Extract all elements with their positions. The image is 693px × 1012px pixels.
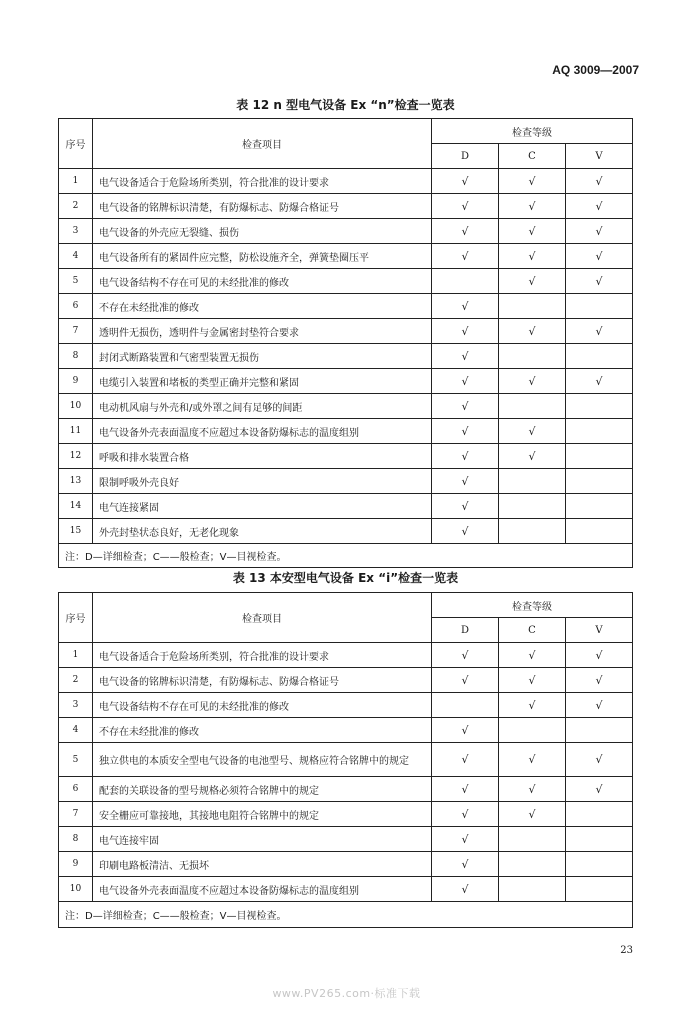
level-c-mark: √: [499, 269, 566, 294]
level-d-mark: √: [432, 743, 499, 777]
table-row: [59, 494, 633, 519]
level-c-mark: √: [499, 319, 566, 344]
row-number: 3: [59, 219, 93, 244]
check-item: 呼吸和排水装置合格: [93, 444, 432, 469]
check-item: 电动机风扇与外壳和/或外罩之间有足够的间距: [93, 394, 432, 419]
table-row: [59, 668, 633, 693]
level-c-mark: [499, 494, 566, 519]
level-v-mark: √: [566, 244, 633, 269]
level-v-mark: [566, 718, 633, 743]
row-number: 3: [59, 693, 93, 718]
level-v-mark: √: [566, 319, 633, 344]
level-d-mark: √: [432, 219, 499, 244]
table-row: [59, 693, 633, 718]
check-item: 安全栅应可靠接地，其接地电阻符合铭牌中的规定: [93, 802, 432, 827]
row-number: 8: [59, 344, 93, 369]
level-d-mark: √: [432, 244, 499, 269]
level-d-mark: √: [432, 369, 499, 394]
table-row: [59, 743, 633, 777]
row-number: 10: [59, 877, 93, 902]
level-d-mark: [432, 693, 499, 718]
check-item: 电气设备的铭牌标识清楚，有防爆标志、防爆合格证号: [93, 194, 432, 219]
level-c-mark: [499, 877, 566, 902]
header-no: 序号: [59, 119, 93, 169]
level-d-mark: √: [432, 444, 499, 469]
check-item: 不存在未经批准的修改: [93, 718, 432, 743]
level-v-mark: [566, 444, 633, 469]
check-item: 电气设备外壳表面温度不应超过本设备防爆标志的温度组别: [93, 419, 432, 444]
check-item: 电气连接紧固: [93, 494, 432, 519]
level-c-mark: √: [499, 802, 566, 827]
level-c-mark: √: [499, 219, 566, 244]
level-v-mark: √: [566, 777, 633, 802]
check-item: 电气设备外壳表面温度不应超过本设备防爆标志的温度组别: [93, 877, 432, 902]
level-d-mark: √: [432, 294, 499, 319]
level-c-mark: √: [499, 169, 566, 194]
row-number: 5: [59, 269, 93, 294]
level-v-mark: √: [566, 369, 633, 394]
row-number: 15: [59, 519, 93, 544]
table-13: [58, 592, 633, 928]
table-row: [59, 194, 633, 219]
level-c-mark: √: [499, 643, 566, 668]
table-row: [59, 419, 633, 444]
table-12-body: [59, 169, 633, 544]
level-v-mark: [566, 344, 633, 369]
table-row: [59, 852, 633, 877]
check-item: 电气设备的铭牌标识清楚，有防爆标志、防爆合格证号: [93, 668, 432, 693]
table-row: [59, 469, 633, 494]
table-row: [59, 718, 633, 743]
table-row: [59, 344, 633, 369]
table-row: [59, 877, 633, 902]
level-c-mark: √: [499, 693, 566, 718]
table-12-caption: 表 12 n 型电气设备 Ex “n”检查一览表: [236, 98, 455, 112]
level-v-mark: [566, 852, 633, 877]
header-item: 检查项目: [93, 119, 432, 169]
level-v-mark: √: [566, 219, 633, 244]
table-13-caption: 表 13 本安型电气设备 Ex “i”检查一览表: [232, 571, 459, 585]
check-item: 电气连接牢固: [93, 827, 432, 852]
level-v-mark: √: [566, 693, 633, 718]
row-number: 7: [59, 319, 93, 344]
table-row: [59, 244, 633, 269]
level-v-mark: √: [566, 743, 633, 777]
check-item: 电气设备的外壳应无裂缝、损伤: [93, 219, 432, 244]
level-d-mark: [432, 269, 499, 294]
row-number: 2: [59, 668, 93, 693]
watermark: www.PV265.com·标准下载: [272, 987, 421, 1000]
row-number: 7: [59, 802, 93, 827]
level-v-mark: √: [566, 169, 633, 194]
level-c-mark: √: [499, 419, 566, 444]
check-item: 封闭式断路装置和气密型装置无损伤: [93, 344, 432, 369]
table-13-body: [59, 643, 633, 902]
level-c-mark: √: [499, 668, 566, 693]
level-v-mark: [566, 294, 633, 319]
check-item: 电气设备结构不存在可见的未经批准的修改: [93, 693, 432, 718]
row-number: 10: [59, 394, 93, 419]
table-row: [59, 319, 633, 344]
check-item: 透明件无损伤，透明件与金属密封垫符合要求: [93, 319, 432, 344]
table-row: [59, 294, 633, 319]
row-number: 1: [59, 169, 93, 194]
level-v-mark: [566, 827, 633, 852]
row-number: 4: [59, 244, 93, 269]
row-number: 2: [59, 194, 93, 219]
level-c-mark: [499, 519, 566, 544]
level-d-mark: √: [432, 718, 499, 743]
level-c-mark: [499, 394, 566, 419]
level-d-mark: √: [432, 469, 499, 494]
row-number: 8: [59, 827, 93, 852]
check-item: 电气设备适合于危险场所类别，符合批准的设计要求: [93, 169, 432, 194]
table-row: [59, 269, 633, 294]
header-no: 序号: [59, 593, 93, 643]
level-v-mark: [566, 802, 633, 827]
level-d-mark: √: [432, 668, 499, 693]
row-number: 4: [59, 718, 93, 743]
table-row: [59, 219, 633, 244]
table-row: [59, 369, 633, 394]
table-row: [59, 444, 633, 469]
level-d-mark: √: [432, 827, 499, 852]
level-v-mark: [566, 419, 633, 444]
check-item: 电气设备适合于危险场所类别，符合批准的设计要求: [93, 643, 432, 668]
table-row: [59, 802, 633, 827]
header-level-c: C: [499, 144, 566, 169]
level-d-mark: √: [432, 877, 499, 902]
check-item: 电气设备所有的紧固件应完整，防松设施齐全，弹簧垫圈压平: [93, 244, 432, 269]
row-number: 6: [59, 294, 93, 319]
page-number: 23: [620, 945, 633, 956]
row-number: 13: [59, 469, 93, 494]
level-c-mark: √: [499, 194, 566, 219]
standard-code: AQ 3009—2007: [552, 63, 639, 77]
check-item: 限制呼吸外壳良好: [93, 469, 432, 494]
table-12-note: 注：D—详细检查；C——般检查；V—目视检查。: [59, 544, 633, 568]
level-v-mark: [566, 494, 633, 519]
level-d-mark: √: [432, 494, 499, 519]
table-row: [59, 394, 633, 419]
table-row: [59, 643, 633, 668]
level-c-mark: [499, 718, 566, 743]
level-d-mark: √: [432, 852, 499, 877]
level-d-mark: √: [432, 319, 499, 344]
row-number: 5: [59, 743, 93, 777]
table-12: [58, 118, 633, 568]
header-item: 检查项目: [93, 593, 432, 643]
table-row: [59, 169, 633, 194]
level-v-mark: [566, 519, 633, 544]
level-c-mark: [499, 469, 566, 494]
check-item: 不存在未经批准的修改: [93, 294, 432, 319]
level-c-mark: [499, 344, 566, 369]
header-level-d: D: [432, 144, 499, 169]
check-item: 电气设备结构不存在可见的未经批准的修改: [93, 269, 432, 294]
level-d-mark: √: [432, 419, 499, 444]
header-level-c: C: [499, 618, 566, 643]
level-v-mark: √: [566, 643, 633, 668]
level-d-mark: √: [432, 394, 499, 419]
row-number: 1: [59, 643, 93, 668]
level-c-mark: √: [499, 743, 566, 777]
header-level-group: 检查等级: [432, 119, 633, 144]
row-number: 6: [59, 777, 93, 802]
row-number: 9: [59, 369, 93, 394]
level-d-mark: √: [432, 777, 499, 802]
table-13-note: 注：D—详细检查；C——般检查；V—目视检查。: [59, 902, 633, 928]
level-v-mark: √: [566, 269, 633, 294]
row-number: 14: [59, 494, 93, 519]
row-number: 12: [59, 444, 93, 469]
level-c-mark: [499, 852, 566, 877]
level-v-mark: [566, 394, 633, 419]
level-d-mark: √: [432, 344, 499, 369]
level-d-mark: √: [432, 169, 499, 194]
level-c-mark: [499, 827, 566, 852]
header-level-group: 检查等级: [432, 593, 633, 618]
level-v-mark: [566, 469, 633, 494]
level-c-mark: √: [499, 369, 566, 394]
check-item: 独立供电的本质安全型电气设备的电池型号、规格应符合铭牌中的规定: [93, 743, 432, 777]
check-item: 印刷电路板清洁、无损坏: [93, 852, 432, 877]
row-number: 11: [59, 419, 93, 444]
level-v-mark: [566, 877, 633, 902]
level-d-mark: √: [432, 519, 499, 544]
level-c-mark: √: [499, 444, 566, 469]
level-c-mark: √: [499, 244, 566, 269]
header-level-d: D: [432, 618, 499, 643]
level-d-mark: √: [432, 194, 499, 219]
header-level-v: V: [566, 144, 633, 169]
level-v-mark: √: [566, 668, 633, 693]
table-row: [59, 827, 633, 852]
level-c-mark: [499, 294, 566, 319]
table-row: [59, 519, 633, 544]
check-item: 外壳封垫状态良好，无老化现象: [93, 519, 432, 544]
level-d-mark: √: [432, 802, 499, 827]
level-d-mark: √: [432, 643, 499, 668]
level-c-mark: √: [499, 777, 566, 802]
check-item: 配套的关联设备的型号规格必须符合铭牌中的规定: [93, 777, 432, 802]
row-number: 9: [59, 852, 93, 877]
table-row: [59, 777, 633, 802]
check-item: 电缆引入装置和堵板的类型正确并完整和紧固: [93, 369, 432, 394]
level-v-mark: √: [566, 194, 633, 219]
header-level-v: V: [566, 618, 633, 643]
